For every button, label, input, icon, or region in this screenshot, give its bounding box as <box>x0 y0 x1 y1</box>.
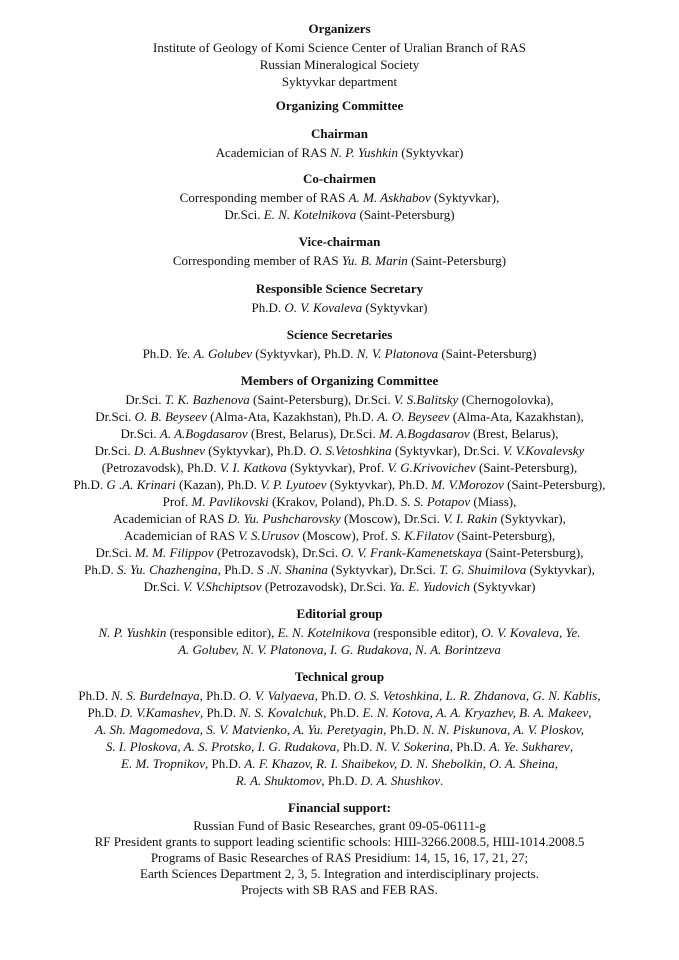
person-name: Ya. E. Yudovich <box>389 579 471 594</box>
person-name: A. Sh. Magomedova, S. V. Matvienko, A. Yu. Peretyagin <box>95 722 384 737</box>
text-line <box>0 73 679 90</box>
person-name: S .N. Shanina <box>257 562 328 577</box>
line-text: , Ph.D. <box>383 722 423 737</box>
line-text: Corresponding member of RAS <box>179 190 349 205</box>
line-text: , Ph.D. <box>199 705 240 720</box>
text-line <box>0 641 679 658</box>
text-line <box>0 144 679 161</box>
person-name: N. P. Yushkin <box>98 625 167 640</box>
line-text: (Saint-Petersburg), <box>453 528 556 543</box>
financial-support-heading: Financial support: <box>288 800 391 815</box>
text-line <box>0 206 679 223</box>
science-secretaries-lines <box>0 345 679 362</box>
chairman-section <box>0 125 679 161</box>
line-text: Corresponding member of RAS <box>172 253 342 268</box>
person-name: A. Ye. Sukharev <box>489 739 570 754</box>
person-name: V. S.Balitsky <box>393 392 459 407</box>
person-name: N. N. Piskunova, A. V. Ploskov, <box>422 722 584 737</box>
text-line <box>0 772 679 789</box>
organizers-lines <box>0 39 679 90</box>
person-name: D. Yu. Pushcharovsky <box>227 511 341 526</box>
line-text: (Saint-Petersburg), <box>481 545 584 560</box>
line-text: (Syktyvkar), Dr.Sci. <box>327 562 440 577</box>
text-line <box>0 850 679 866</box>
person-name: O. V. Valyaeva <box>238 688 315 703</box>
person-name: A. Golubev, N. V. Platonova, I. G. Rudakova, N. A. Borintzeva <box>178 642 501 657</box>
text-line <box>0 527 679 544</box>
text-line <box>0 476 679 493</box>
line-text: , <box>597 688 601 703</box>
line-text: , Ph.D. <box>199 688 239 703</box>
text-line <box>0 493 679 510</box>
text-line <box>0 459 679 476</box>
person-name: A. A.Bogdasarov <box>159 426 248 441</box>
text-line <box>0 391 679 408</box>
person-name: N. V. Sokerina <box>375 739 450 754</box>
text-line <box>0 544 679 561</box>
line-text: (Saint-Petersburg), <box>503 477 606 492</box>
text-line <box>0 834 679 850</box>
line-text: (Syktyvkar) <box>398 145 464 160</box>
text-line <box>0 510 679 527</box>
person-name: N. S. Kovalchuk <box>239 705 324 720</box>
text-line <box>0 39 679 56</box>
text-line <box>0 866 679 882</box>
text-line <box>0 818 679 834</box>
person-name: S. Yu. Chazhengina <box>117 562 218 577</box>
organizing-committee-heading: Organizing Committee <box>275 98 404 113</box>
line-text: (Saint-Petersburg) <box>356 207 455 222</box>
line-text: Ph.D. <box>251 300 285 315</box>
person-name: O. V. Frank-Kamenetskaya <box>341 545 482 560</box>
person-name: S. S. Potapov <box>400 494 471 509</box>
line-text: (Syktyvkar), Dr.Sci. <box>391 443 503 458</box>
line-text: (Syktyvkar), <box>430 190 500 205</box>
line-text: (Miass), <box>470 494 517 509</box>
line-text: Ph.D. <box>142 346 176 361</box>
person-name: Yu. B. Marin <box>341 253 408 268</box>
line-text: (Alma-Ata, Kazakhstan), Ph.D. <box>206 409 378 424</box>
chairman-lines <box>0 144 679 161</box>
science-secretaries-section <box>0 326 679 362</box>
line-text: Earth Sciences Department 2, 3, 5. Integration and interdisciplinary projects. <box>140 866 539 881</box>
editorial-group-heading: Editorial group <box>296 606 383 621</box>
line-text: Institute of Geology of Komi Science Center of Uralian Branch of RAS <box>153 40 526 55</box>
line-text: Dr.Sci. <box>224 207 264 222</box>
line-text: (Saint-Petersburg) <box>438 346 537 361</box>
text-line <box>0 721 679 738</box>
person-name: O. B. Beyseev <box>134 409 207 424</box>
line-text: (Chernogolovka), <box>458 392 554 407</box>
person-name: N. P. Yushkin <box>330 145 398 160</box>
person-name: D. A. Shushkov <box>360 773 440 788</box>
financial-support-lines <box>0 818 679 898</box>
line-text: , <box>588 705 592 720</box>
editorial-group-section <box>0 605 679 658</box>
text-line <box>0 624 679 641</box>
text-line <box>0 345 679 362</box>
person-name: V. P. Lyutoev <box>260 477 327 492</box>
person-name: D. A.Bushnev <box>134 443 205 458</box>
line-text: (responsible editor), <box>370 625 482 640</box>
person-name: O. V. Kovaleva, Ye. <box>481 625 581 640</box>
line-text: , Ph.D. <box>449 739 490 754</box>
committee-members-heading: Members of Organizing Committee <box>240 373 439 388</box>
technical-group-lines <box>0 687 679 789</box>
line-text: (Kazan), Ph.D. <box>175 477 261 492</box>
person-name: V. G.Krivovichev <box>387 460 476 475</box>
line-text: (Brest, Belarus), Dr.Sci. <box>247 426 380 441</box>
line-text: Programs of Basic Researches of RAS Presidium: 14, 15, 16, 17, 21, 27; <box>150 850 529 865</box>
text-line <box>0 687 679 704</box>
text-line <box>0 425 679 442</box>
line-text: (Syktyvkar), Prof. <box>286 460 388 475</box>
line-text: Ph.D. <box>78 688 112 703</box>
person-name: V. V.Shchiptsov <box>182 579 262 594</box>
responsible-secretary-section <box>0 280 679 316</box>
line-text: Prof. <box>162 494 192 509</box>
co-chairmen-heading: Co-chairmen <box>303 171 376 186</box>
person-name: E. M. Tropnikov <box>121 756 206 771</box>
line-text: Dr.Sci. <box>125 392 165 407</box>
line-text: Ph.D. <box>73 477 107 492</box>
vice-chairman-heading: Vice-chairman <box>298 234 381 249</box>
line-text: (Syktyvkar), Ph.D. <box>204 443 310 458</box>
person-name: M. A.Bogdasarov <box>379 426 470 441</box>
line-text: (Syktyvkar), Ph.D. <box>326 477 432 492</box>
line-text: Dr.Sci. <box>95 409 135 424</box>
line-text: (Brest, Belarus), <box>469 426 559 441</box>
organizers-section <box>0 20 679 90</box>
line-text: Russian Mineralogical Society <box>259 57 420 72</box>
line-text: Academician of RAS <box>113 511 228 526</box>
line-text: . <box>440 773 444 788</box>
person-name: M. V.Morozov <box>431 477 504 492</box>
line-text: (Krakov, Poland), Ph.D. <box>268 494 401 509</box>
text-line <box>0 578 679 595</box>
line-text: (Petrozavodsk), Ph.D. <box>101 460 220 475</box>
line-text: Ph.D. <box>84 562 118 577</box>
financial-support-section <box>0 799 679 898</box>
person-name: V. I. Katkova <box>219 460 287 475</box>
line-text: , Ph.D. <box>205 756 245 771</box>
technical-group-section <box>0 668 679 789</box>
person-name: N. S. Burdelnaya <box>111 688 200 703</box>
chairman-heading: Chairman <box>310 126 369 141</box>
organizing-committee-section <box>0 97 679 114</box>
text-line <box>0 56 679 73</box>
person-name: O. S.Vetoshkina <box>309 443 392 458</box>
line-text: (Saint-Petersburg), Dr.Sci. <box>249 392 394 407</box>
line-text: (Syktyvkar), Ph.D. <box>252 346 357 361</box>
text-line <box>0 755 679 772</box>
line-text: (responsible editor), <box>166 625 278 640</box>
person-name: N. V. Platonova <box>356 346 439 361</box>
editorial-group-lines <box>0 624 679 658</box>
person-name: V. I. Rakin <box>443 511 498 526</box>
person-name: M. Pavlikovski <box>191 494 269 509</box>
person-name: S. K.Filatov <box>391 528 454 543</box>
line-text: (Saint-Petersburg), <box>475 460 578 475</box>
committee-members-section <box>0 372 679 595</box>
person-name: Ye. A. Golubev <box>175 346 252 361</box>
person-name: M. M. Filippov <box>134 545 214 560</box>
line-text: Russian Fund of Basic Researches, grant 09-05-06111-g <box>193 818 486 833</box>
person-name: A. F. Khazov, R. I. Shaibekov, D. N. Shebolkin, O. A. Sheina, <box>244 756 558 771</box>
line-text: , Ph.D. <box>321 773 361 788</box>
line-text: (Petrozavodsk), Dr.Sci. <box>213 545 342 560</box>
text-line <box>0 704 679 721</box>
text-line <box>0 442 679 459</box>
person-name: S. I. Ploskova, A. S. Protsko, I. G. Rudakova <box>105 739 337 754</box>
line-text: RF President grants to support leading scientific schools: НШ-3266.2008.5, НШ-1014.2008.5 <box>94 834 585 849</box>
line-text: (Moscow), Dr.Sci. <box>340 511 444 526</box>
person-name: G .A. Krinari <box>106 477 176 492</box>
person-name: E. N. Kotelnikova <box>263 207 357 222</box>
person-name: A. O. Beyseev <box>377 409 450 424</box>
line-text: (Petrozavodsk), Dr.Sci. <box>261 579 390 594</box>
line-text: Projects with SB RAS and FEB RAS. <box>241 882 438 897</box>
science-secretaries-heading: Science Secretaries <box>286 327 393 342</box>
committee-members-lines <box>0 391 679 595</box>
line-text: , <box>569 739 574 754</box>
line-text: Syktyvkar department <box>281 74 398 89</box>
organizers-heading: Organizers <box>308 21 371 36</box>
co-chairmen-section <box>0 170 679 223</box>
person-name: E. N. Kotelnikova <box>277 625 371 640</box>
text-line <box>0 738 679 755</box>
line-text: , Ph.D. <box>314 688 354 703</box>
line-text: (Syktyvkar), <box>526 562 595 577</box>
co-chairmen-lines <box>0 189 679 223</box>
person-name: V. V.Kovalevsky <box>502 443 585 458</box>
line-text: (Alma-Ata, Kazakhstan), <box>449 409 584 424</box>
person-name: O. V. Kovaleva <box>284 300 363 315</box>
person-name: O. S. Vetoshkina, L. R. Zhdanova, G. N. Kablis <box>353 688 598 703</box>
text-line <box>0 882 679 898</box>
person-name: D. V.Kamashev <box>120 705 200 720</box>
line-text: (Syktyvkar) <box>362 300 428 315</box>
person-name: R. A. Shuktomov <box>235 773 322 788</box>
line-text: , Ph.D. <box>323 705 363 720</box>
person-name: A. M. Askhabov <box>348 190 431 205</box>
text-line <box>0 408 679 425</box>
line-text: Dr.Sci. <box>143 579 183 594</box>
line-text: , Ph.D. <box>217 562 258 577</box>
person-name: V. S.Urusov <box>238 528 300 543</box>
line-text: (Syktyvkar), <box>497 511 566 526</box>
line-text: (Syktyvkar) <box>470 579 536 594</box>
text-line <box>0 189 679 206</box>
technical-group-heading: Technical group <box>294 669 385 684</box>
line-text: Dr.Sci. <box>120 426 160 441</box>
person-name: E. N. Kotova, A. A. Kryazhev, B. A. Makeev <box>362 705 589 720</box>
line-text: Dr.Sci. <box>95 545 135 560</box>
line-text: Academician of RAS <box>215 145 331 160</box>
line-text: , Ph.D. <box>336 739 376 754</box>
line-text: (Moscow), Prof. <box>299 528 392 543</box>
person-name: T. K. Bazhenova <box>164 392 250 407</box>
line-text: Ph.D. <box>87 705 121 720</box>
line-text: Academician of RAS <box>123 528 239 543</box>
responsible-secretary-lines <box>0 299 679 316</box>
line-text: Dr.Sci. <box>94 443 135 458</box>
person-name: T. G. Shuimilova <box>439 562 527 577</box>
responsible-secretary-heading: Responsible Science Secretary <box>255 281 424 296</box>
text-line <box>0 252 679 269</box>
text-line <box>0 561 679 578</box>
vice-chairman-lines <box>0 252 679 269</box>
line-text: (Saint-Petersburg) <box>407 253 507 268</box>
text-line <box>0 299 679 316</box>
vice-chairman-section <box>0 233 679 269</box>
